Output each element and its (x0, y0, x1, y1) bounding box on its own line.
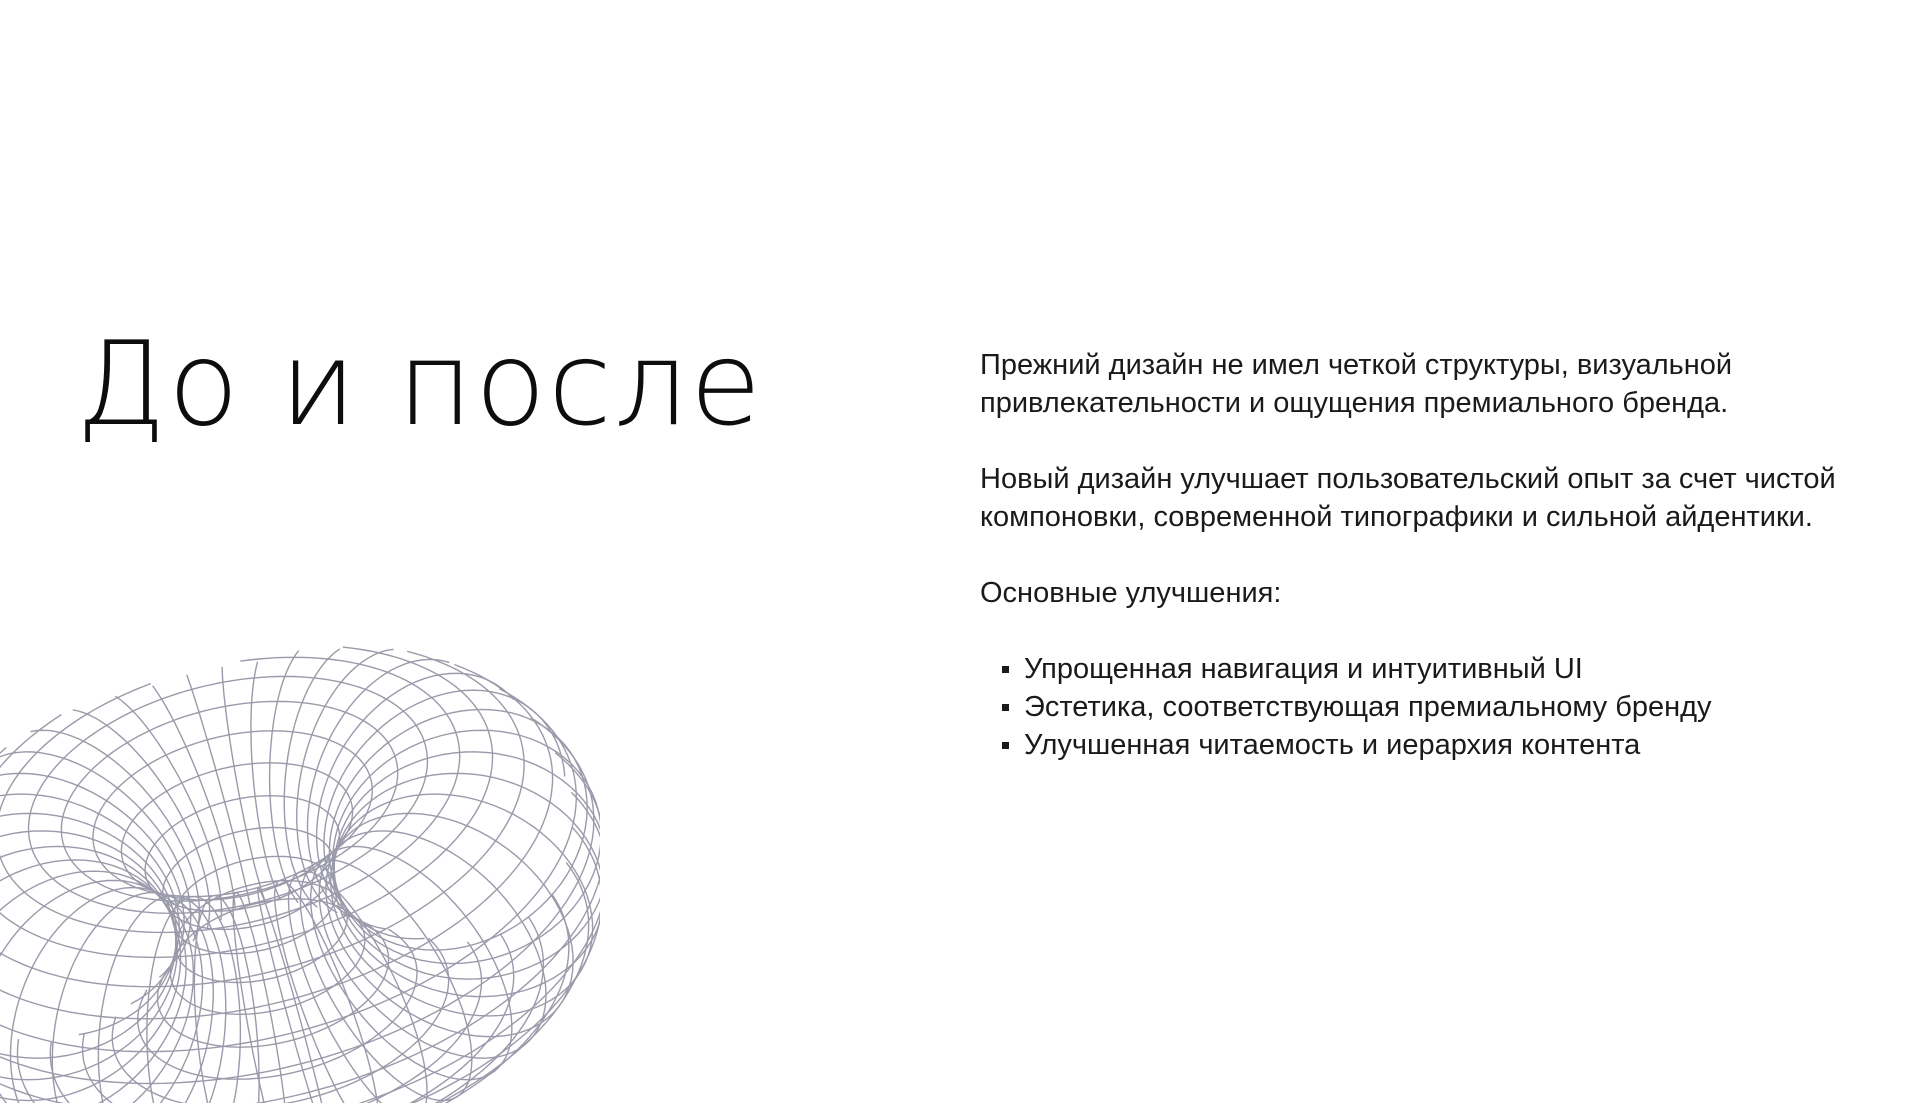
torus-wire (0, 846, 177, 1079)
list-item-text: Эстетика, соответствующая премиальному бренду (1024, 691, 1712, 723)
slide-body (980, 346, 1860, 764)
torus-wire (297, 649, 394, 912)
slide-title: До и после (76, 317, 764, 452)
wireframe-torus-icon (0, 600, 600, 1103)
torus-wire (0, 860, 181, 1101)
torus-wire (0, 665, 553, 1019)
bullet-icon (1002, 666, 1009, 673)
paragraph-after: Новый дизайн улучшает пользовательский опыт за счет чистой компоновки, современной типографики и сильной айдентики. (980, 463, 1836, 533)
bullet-icon (1002, 704, 1009, 711)
list-item (1002, 650, 1860, 688)
torus-wire (334, 752, 600, 979)
torus-wire (270, 651, 299, 903)
improvements-label: Основные улучшения: (980, 577, 1282, 609)
list-item (1002, 726, 1860, 764)
list-item-text: Улучшенная читаемость и иерархия контента (1024, 729, 1641, 761)
list-item-text: Упрощенная навигация и интуитивный UI (1024, 653, 1583, 685)
torus-wire (251, 662, 280, 899)
torus-wire (324, 690, 565, 939)
torus-wire (98, 896, 225, 1103)
torus-wire (0, 895, 569, 1103)
list-item (1002, 688, 1860, 726)
paragraph-before: Прежний дизайн не имел четкой структуры, визуальной привлекательности и ощущения премиального бренда. (980, 349, 1733, 419)
torus-wire (0, 753, 600, 1103)
improvements-list (980, 650, 1860, 764)
bullet-icon (1002, 742, 1009, 749)
